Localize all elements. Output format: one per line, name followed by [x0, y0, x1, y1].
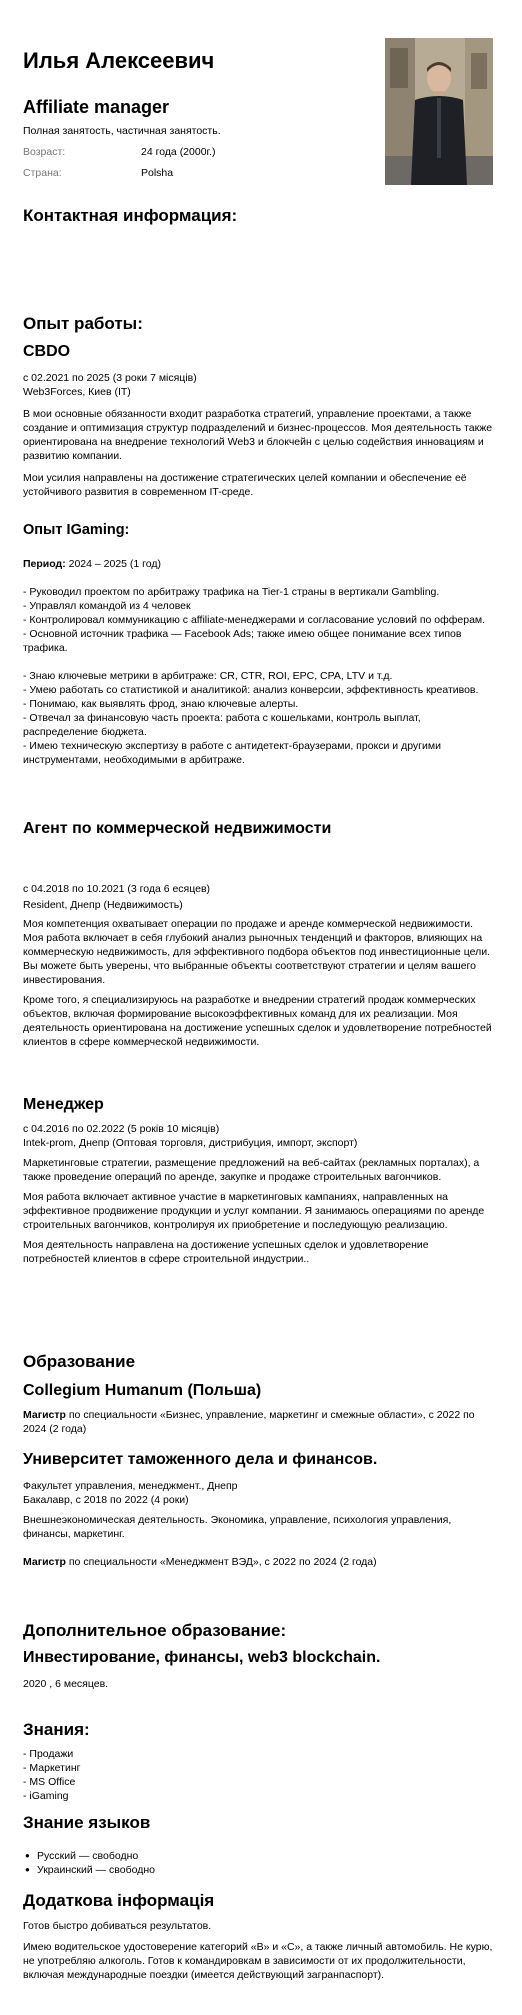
- school1-name: Collegium Humanum (Польша): [23, 1382, 262, 1399]
- igaming-line: - Имею техническую экспертизу в работе с антидетект-браузерами, прокси и другими инструментами, необходимыми в арбитраже.: [23, 740, 441, 766]
- job2-paragraph: Кроме того, я специализируюсь на разработке и внедрении стратегий продаж коммерческих объектов, включая формирование высокоэффективных команд для их реализации. Моя деятельность ориентирована на достижение успешных сделок и удовлетворение потребностей клиентов в сфере коммерческой недвижимости.: [23, 994, 492, 1048]
- school2-degree-level: Магистр: [23, 1556, 66, 1568]
- igaming-details: [23, 557, 495, 767]
- job2-place: Resident, Днепр (Недвижимость): [23, 899, 183, 911]
- language-item: ● Украинский — свободно: [23, 1863, 495, 1877]
- school1-degree: [23, 1408, 495, 1436]
- igaming-line: - Отвечал за финансовую часть проекта: работа с кошельками, контроль выплат, распределение бюджета.: [23, 712, 421, 738]
- igaming-line: - Руководил проектом по арбитражу трафика на Tier-1 страны в вертикали Gambling.: [23, 586, 440, 598]
- job1-paragraph: В мои основные обязанности входит разработка стратегий, управление проектами, а также создание и оптимизация структур подразделений и бизнес-процессов. Моя деятельность также ориентирована на внедрение технологий Web3 и блокчейн с целью содействия инновациям и развитию компании.: [23, 408, 493, 462]
- job2-period: с 04.2018 по 10.2021 (3 года 6 есяцев): [23, 883, 211, 895]
- additional-education-heading: Дополнительное образование:: [23, 1621, 287, 1640]
- course-period: 2020 , 6 месяцев.: [23, 1678, 109, 1690]
- igaming-line: - Знаю ключевые метрики в арбитраже: CR, CTR, ROI, EPC, CPA, LTV и т.д.: [23, 670, 393, 682]
- igaming-line: - Управлял командой из 4 человек: [23, 600, 191, 612]
- extra-paragraph: Имею водительское удостоверение категорий «B» и «C», а также личный автомобиль. Не курю, не употребляю алкоголь. Готов к командировкам в зависимости от их продолжительности, включая международные поездки (имеется действующий загранпаспорт).: [23, 1941, 493, 1981]
- job1-details: [23, 371, 495, 499]
- language-item: ● Русский — свободно: [23, 1849, 495, 1863]
- candidate-name: Илья Алексеевич: [23, 48, 215, 73]
- age-value: 24 года (2000г.): [141, 146, 216, 158]
- job2-paragraph: Моя компетенция охватывает операции по продаже и аренде коммерческой недвижимости.: [23, 918, 474, 930]
- skill-item: - MS Office: [23, 1776, 76, 1788]
- job3-paragraph: Моя работа включает активное участие в маркетинговых кампаниях, направленных на эффективное продвижение продукции и услуг компании. Я занимаюсь операциями по аренде строительных вагончиков, контролируя их приобретение и последующую реализацию.: [23, 1191, 485, 1231]
- igaming-line: - Основной источник трафика — Facebook Ads; также имею общее понимание всех типов трафика.: [23, 628, 462, 654]
- job2-company: Агент по коммерческой недвижимости: [23, 820, 332, 837]
- employment-type: Полная занятость, частичная занятость.: [23, 125, 221, 137]
- igaming-line: - Умею работать со статистикой и аналитикой: анализ конверсии, эффективность креативов.: [23, 684, 479, 696]
- profile-photo: [385, 38, 493, 185]
- job1-company: CBDO: [23, 343, 71, 360]
- job2-paragraph: Моя работа включает в себя глубокий анализ рыночных тенденций и факторов, влияющих на коммерческую недвижимость, для эффективного подбора объектов под инвестиционные цели. Вы можете быть уверены, что выбранные объекты соответствуют стратегии и целям вашего инвестирования.: [23, 932, 490, 986]
- contacts-heading: Контактная информация:: [23, 206, 238, 225]
- course-name: Инвестирование, финансы, web3 blockchain.: [23, 1649, 381, 1666]
- school2-name: Университет таможенного дела и финансов.: [23, 1451, 378, 1468]
- school2-subjects: Внешнеэкономическая деятельность. Экономика, управление, психология управления, финансы, маркетинг.: [23, 1514, 452, 1540]
- extra-details: [23, 1919, 495, 1982]
- igaming-heading: Опыт IGaming:: [23, 522, 130, 538]
- education-heading: Образование: [23, 1352, 136, 1371]
- job2-details: [23, 884, 495, 896]
- job1-paragraph: Мои усилия направлены на достижение стратегических целей компании и обеспечение её устойчивого развития в современном IT-среде.: [23, 472, 467, 498]
- job1-period: с 02.2021 по 2025 (3 роки 7 місяців): [23, 372, 197, 384]
- country-label: Страна:: [23, 167, 62, 179]
- school1-degree-level: Магистр: [23, 1409, 66, 1421]
- experience-heading: Опыт работы:: [23, 314, 143, 333]
- job3-company: Менеджер: [23, 1096, 104, 1113]
- job3-period: с 04.2016 по 02.2022 (5 років 10 місяців): [23, 1123, 220, 1135]
- igaming-period: [23, 557, 495, 571]
- skill-item: - Маркетинг: [23, 1762, 81, 1774]
- school2-faculty: Факультет управления, менеджмент., Днепр: [23, 1480, 238, 1492]
- igaming-period-value: 2024 – 2025 (1 год): [68, 558, 162, 570]
- job3-details: [23, 1122, 495, 1266]
- igaming-line: - Понимаю, как выявлять фрод, знаю ключевые алерты.: [23, 698, 299, 710]
- job1-place: Web3Forces, Киев (IT): [23, 386, 131, 398]
- skills-heading: Знания:: [23, 1720, 90, 1739]
- school1-degree-text: по специальности «Бизнес, управление, маркетинг и смежные области», с 2022 по 2024 (2 года): [23, 1409, 475, 1435]
- job3-place: Intek-prom, Днепр (Оптовая торговля, дистрибуция, импорт, экспорт): [23, 1137, 358, 1149]
- country-row: [23, 167, 173, 179]
- school2-bachelor: Бакалавр, с 2018 по 2022 (4 роки): [23, 1494, 189, 1506]
- extra-paragraph: Готов быстро добиваться результатов.: [23, 1920, 212, 1932]
- job2-body: [23, 898, 495, 1049]
- age-label: Возраст:: [23, 146, 66, 158]
- skill-item: - Продажи: [23, 1748, 74, 1760]
- job-title: Affiliate manager: [23, 97, 170, 117]
- skills-list: [23, 1747, 495, 1803]
- igaming-line: - Контролировал коммуникацию с affiliate-менеджерами и согласование условий по офферам.: [23, 614, 486, 626]
- country-value: Polsha: [141, 167, 174, 179]
- age-row: [23, 146, 216, 158]
- igaming-period-label: Период:: [23, 558, 66, 570]
- extra-heading: Додаткова інформація: [23, 1891, 215, 1910]
- job3-paragraph: Моя деятельность направлена на достижение успешных сделок и удовлетворение потребностей клиентов в сфере строительной индустрии..: [23, 1239, 429, 1265]
- school2-details: [23, 1479, 495, 1569]
- job3-paragraph: Маркетинговые стратегии, размещение предложений на веб-сайтах (рекламных порталах), а также проведение операций по аренде, закупке и продаже строительных вагончиков.: [23, 1157, 480, 1183]
- languages-list: [23, 1849, 495, 1877]
- languages-heading: Знание языков: [23, 1813, 151, 1832]
- skill-item: - iGaming: [23, 1790, 69, 1802]
- school2-degree-text: по специальности «Менеджмент ВЭД», с 2022 по 2024 (2 года): [65, 1556, 377, 1568]
